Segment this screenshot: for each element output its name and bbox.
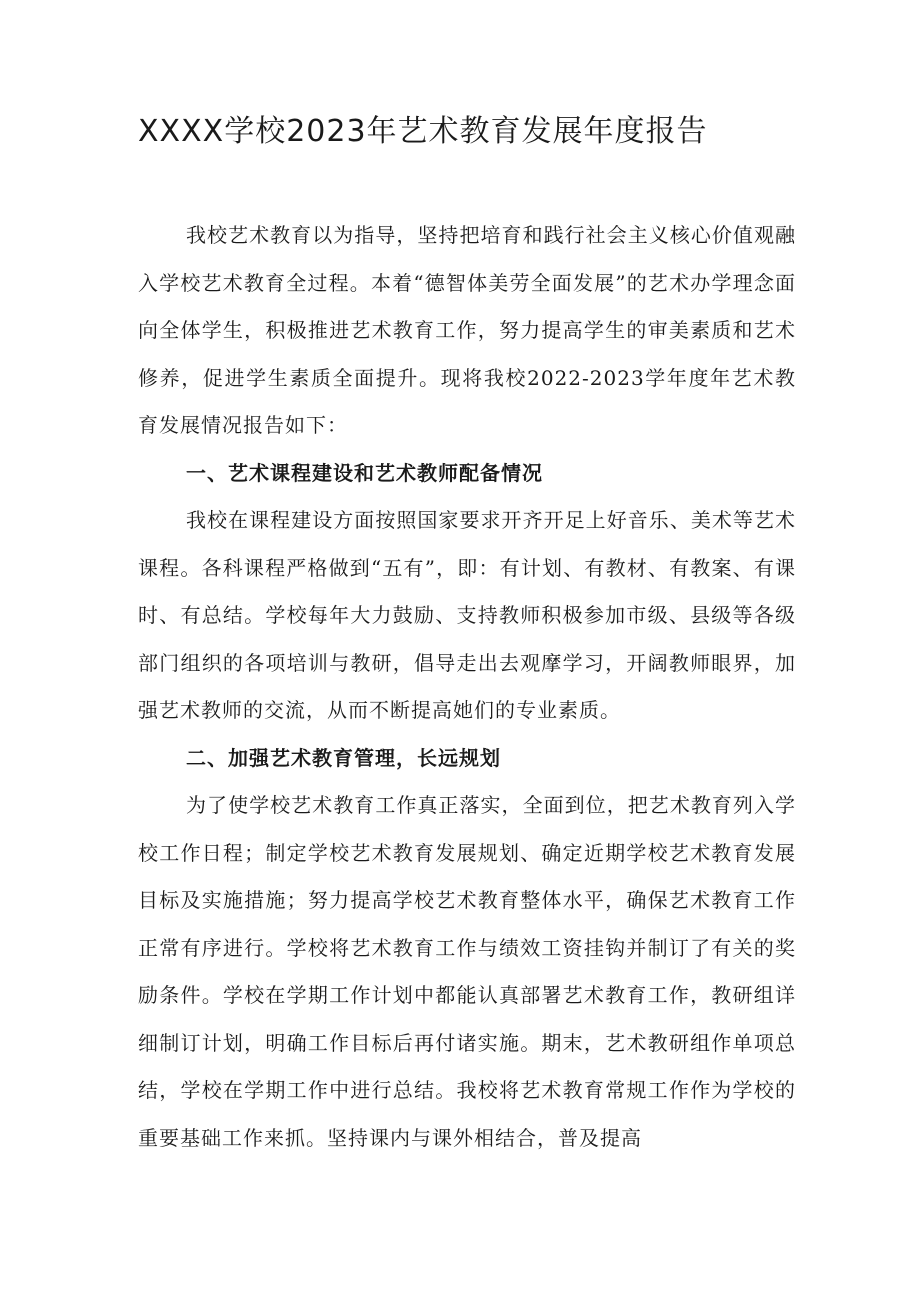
section-heading-curriculum: 一、艺术课程建设和艺术教师配备情况 bbox=[186, 460, 543, 485]
section-heading-management: 二、加强艺术教育管理，长远规划 bbox=[186, 745, 501, 770]
section-paragraph-curriculum: 我校在课程建设方面按照国家要求开齐开足上好音乐、美术等艺术课程。各科课程严格做到“五有”，即：有计划、有教材、有教案、有课时、有总结。学校每年大力鼓励、支持教师积极参加市级、县级等各级部门组织的各项培训与教研，倡导走出去观摩学习，开阔教师眼界，加强艺术教师的交流，从而不断提高她们的专业素质。 bbox=[138, 508, 796, 722]
intro-paragraph: 我校艺术教育以为指导，坚持把培育和践行社会主义核心价值观融入学校艺术教育全过程。本着“德智体美劳全面发展”的艺术办学理念面向全体学生，积极推进艺术教育工作，努力提高学生的审美素质和艺术修养，促进学生素质全面提升。现将我校2022-2023学年度年艺术教育发展情况报告如下： bbox=[138, 223, 796, 437]
document-body bbox=[138, 212, 796, 1162]
section-paragraph-management: 为了使学校艺术教育工作真正落实，全面到位，把艺术教育列入学校工作日程；制定学校艺术教育发展规划、确定近期学校艺术教育发展目标及实施措施；努力提高学校艺术教育整体水平，确保艺术教育工作正常有序进行。学校将艺术教育工作与绩效工资挂钩并制订了有关的奖励条件。学校在学期工作计划中都能认真部署艺术教育工作，教研组详细制订计划，明确工作目标后再付诸实施。期末，艺术教研组作单项总结，学校在学期工作中进行总结。我校将艺术教育常规工作作为学校的重要基础工作来抓。坚持课内与课外相结合，普及提高 bbox=[138, 793, 796, 1150]
document-title: XXXX学校2023年艺术教育发展年度报告 bbox=[138, 114, 708, 149]
